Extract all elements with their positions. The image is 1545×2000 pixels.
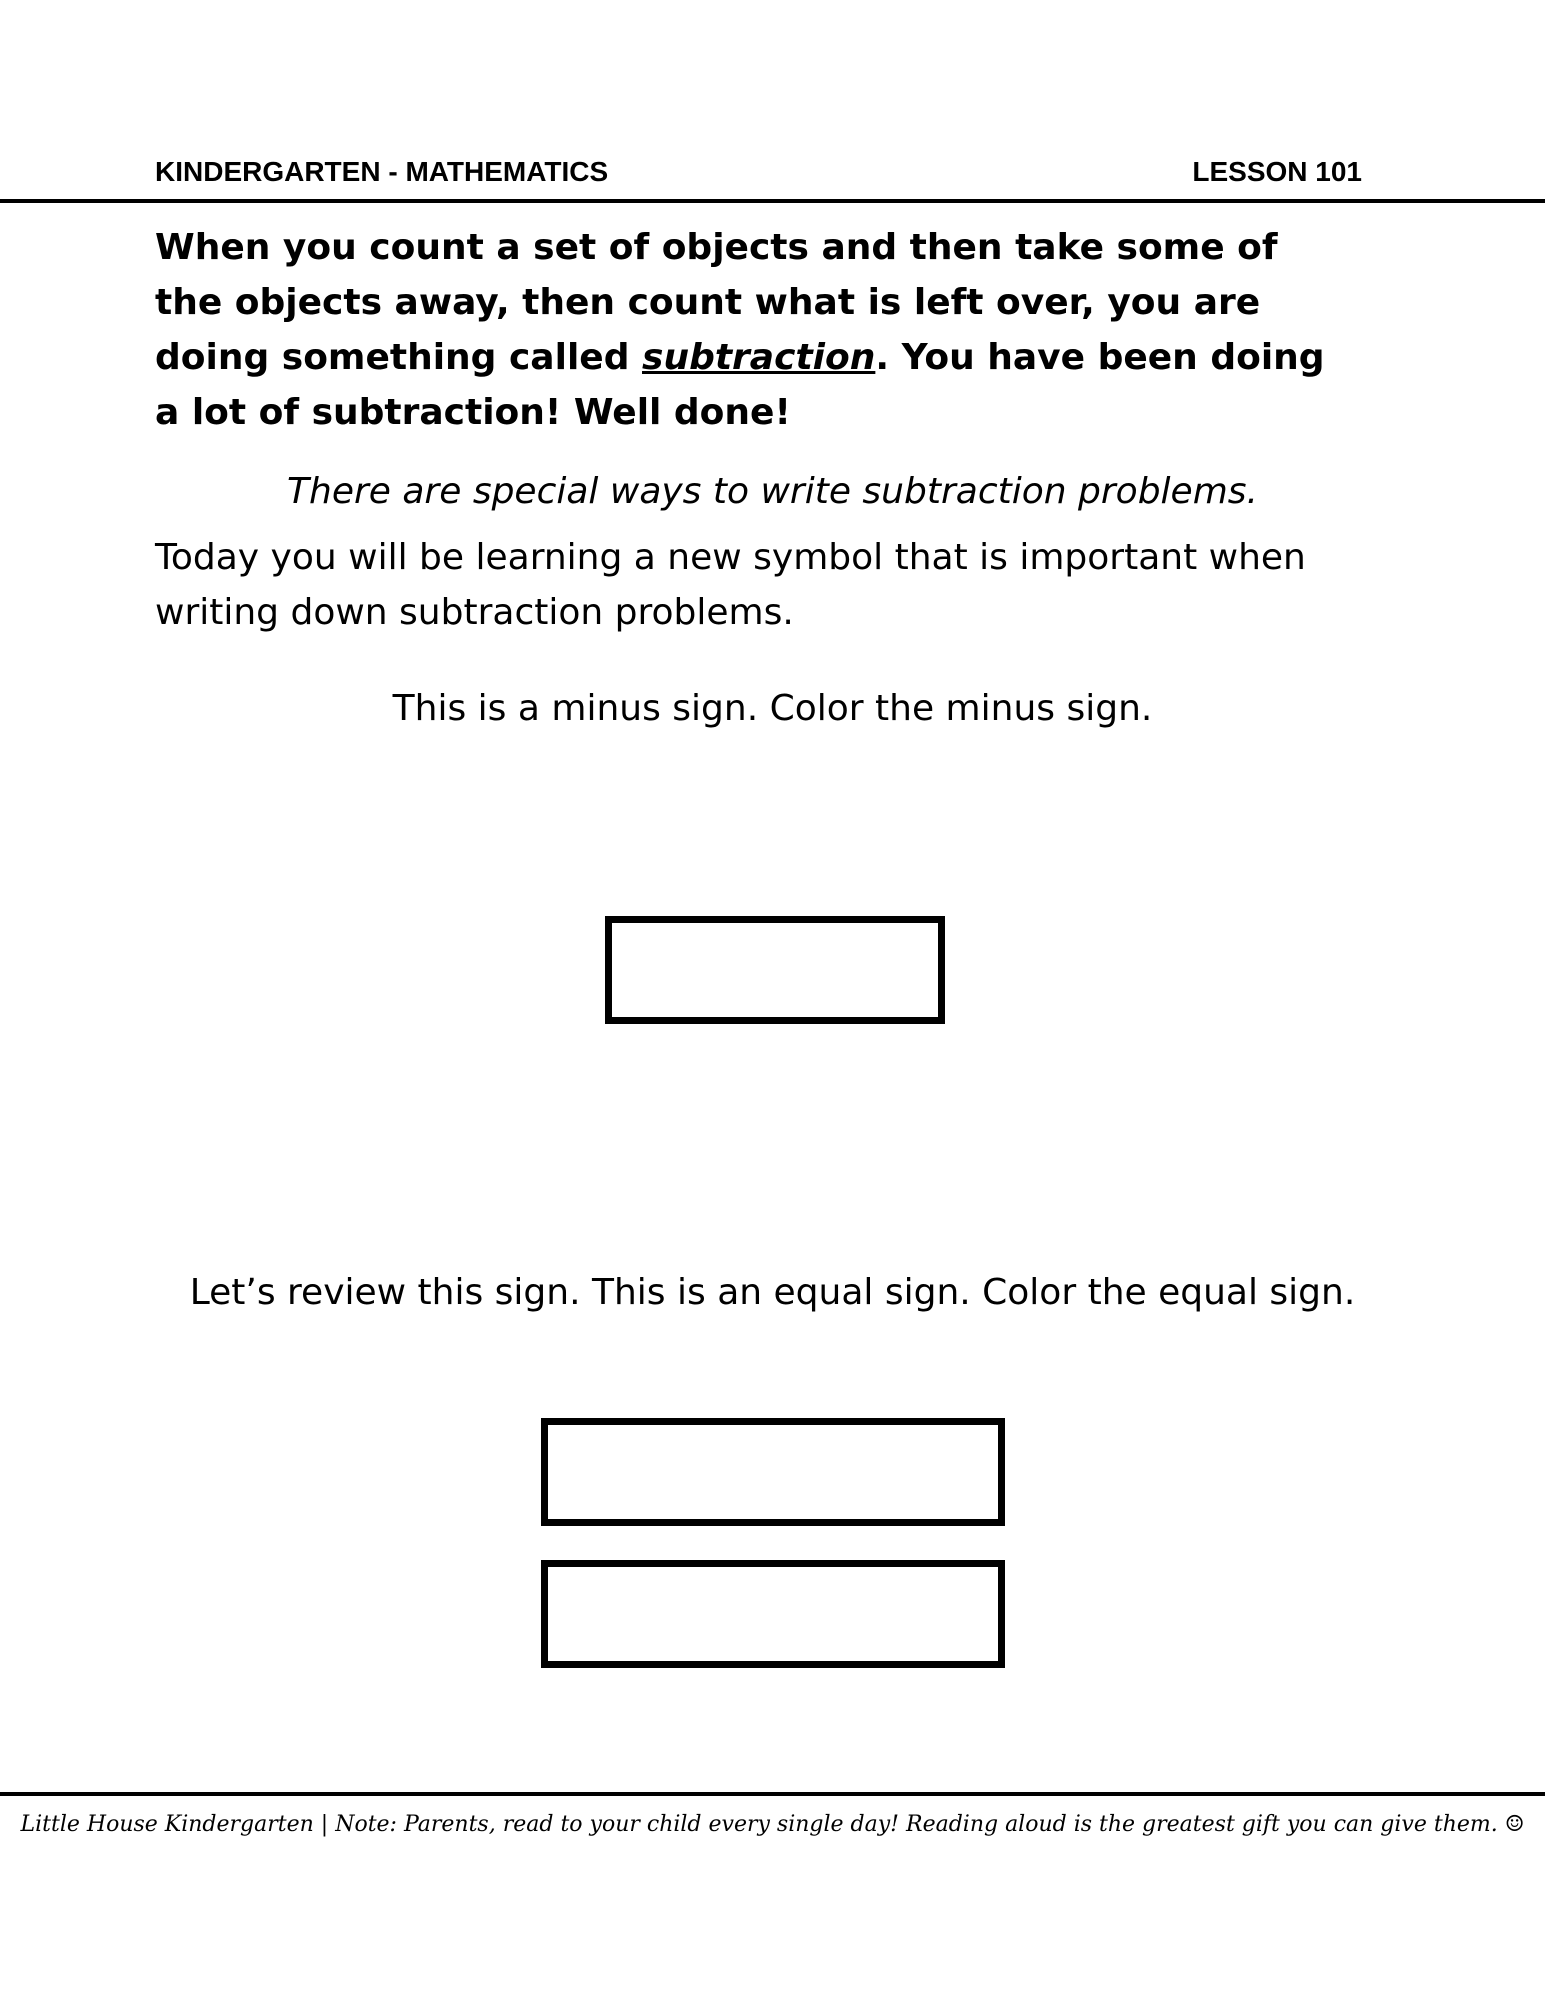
intro-term-subtraction: subtraction bbox=[642, 337, 876, 378]
equal-sign-bottom-bar-outline[interactable] bbox=[541, 1560, 1005, 1668]
intro-text-after: . You have been doing a lot of subtraction! Well done! bbox=[155, 337, 1325, 433]
header-rule bbox=[0, 199, 1545, 203]
header-subject: KINDERGARTEN - MATHEMATICS bbox=[155, 156, 609, 187]
intro-text-before: When you count a set of objects and then take some of the objects away, then count what is left over, you are doing something called bbox=[155, 227, 1278, 378]
minus-instruction: This is a minus sign. Color the minus sign. bbox=[392, 688, 1153, 729]
equal-sign-top-bar-outline[interactable] bbox=[541, 1418, 1005, 1526]
minus-sign-outline[interactable] bbox=[605, 916, 945, 1024]
equal-instruction: Let’s review this sign. This is an equal sign. Color the equal sign. bbox=[189, 1272, 1356, 1313]
footer-rule bbox=[0, 1792, 1545, 1796]
header-lesson: LESSON 101 bbox=[1192, 156, 1362, 187]
special-ways-text: There are special ways to write subtraction problems. bbox=[287, 471, 1258, 512]
intro-paragraph bbox=[155, 220, 1355, 440]
today-text: Today you will be learning a new symbol that is important when writing down subtraction problems. bbox=[155, 537, 1306, 633]
footer-note: Little House Kindergarten | Note: Parents, read to your child every single day! Reading aloud is the greatest gift you can give them. ☺ bbox=[20, 1812, 1525, 1837]
